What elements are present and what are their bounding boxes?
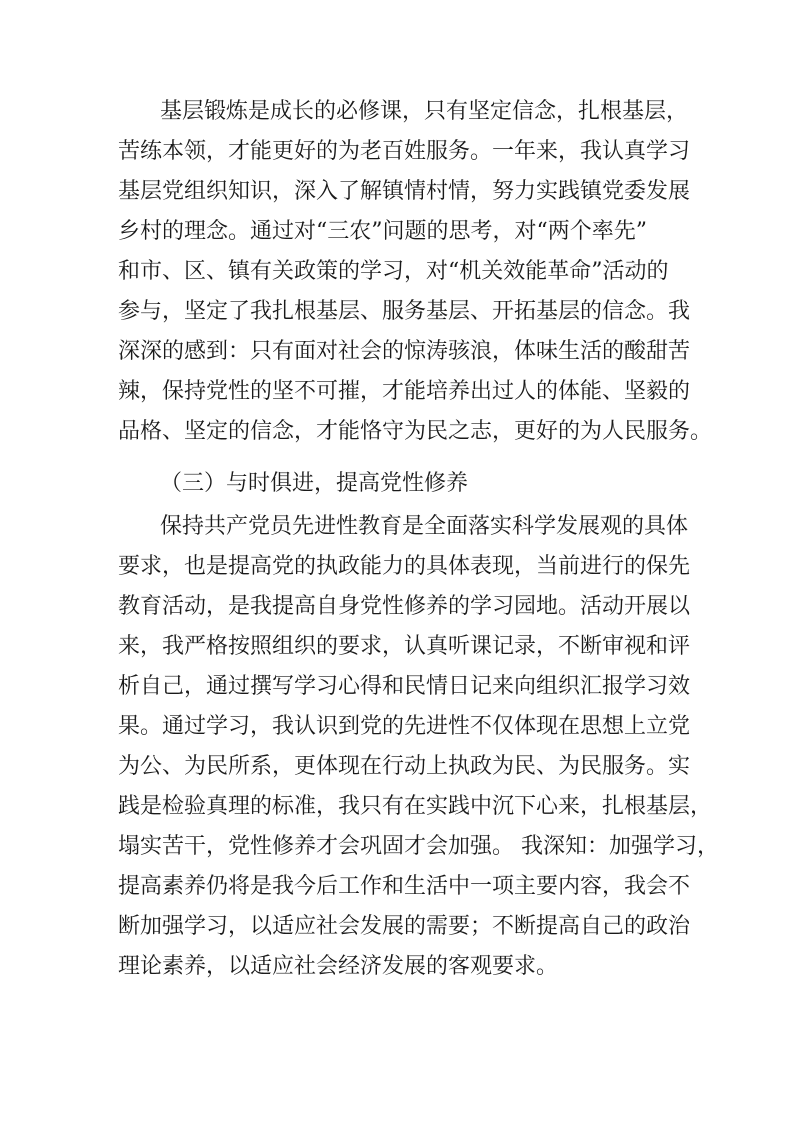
- paragraph-line: 断加强学习，以适应社会发展的需要；不断提高自己的政治: [118, 914, 691, 939]
- paragraph-line: 深深的感到：只有面对社会的惊涛骇浪，体味生活的酸甜苦: [118, 339, 691, 364]
- paragraph-line: 品格、坚定的信念，才能恪守为民之志，更好的为人民服务。: [118, 419, 713, 444]
- paragraph-line: 理论素养，以适应社会经济发展的客观要求。: [118, 954, 559, 979]
- paragraph-line: 践是检验真理的标准，我只有在实践中沉下心来，扎根基层，: [118, 794, 713, 819]
- paragraph-line: 保持共产党员先进性教育是全面落实科学发展观的具体: [160, 514, 689, 539]
- paragraph-line: 参与，坚定了我扎根基层、服务基层、开拓基层的信念。我: [118, 299, 691, 324]
- paragraph-line: 来，我严格按照组织的要求，认真听课记录，不断审视和评: [118, 634, 691, 659]
- paragraph-line: 和市、区、镇有关政策的学习，对“机关效能革命”活动的: [118, 259, 669, 284]
- paragraph-line: 为公、为民所系，更体现在行动上执政为民、为民服务。实: [118, 754, 691, 779]
- paragraph-line: 提高素养仍将是我今后工作和生活中一项主要内容，我会不: [118, 874, 691, 899]
- paragraph-line: 苦练本领，才能更好的为老百姓服务。一年来，我认真学习: [118, 139, 691, 164]
- section-heading-text: （三）与时俱进，提高党性修养: [160, 471, 469, 496]
- paragraph-line: 析自己，通过撰写学习心得和民情日记来向组织汇报学习效: [118, 674, 691, 699]
- paragraph-line: 要求，也是提高党的执政能力的具体表现，当前进行的保先: [118, 554, 691, 579]
- paragraph-line: 教育活动，是我提高自身党性修养的学习园地。活动开展以: [118, 594, 691, 619]
- paragraph-line: 辣，保持党性的坚不可摧，才能培养出过人的体能、坚毅的: [118, 379, 691, 404]
- paragraph-line: 乡村的理念。通过对“三农”问题的思考，对“两个率先”: [118, 219, 647, 244]
- paragraph-line: 果。通过学习，我认识到党的先进性不仅体现在思想上立党: [118, 714, 691, 739]
- paragraph-line: 基层党组织知识，深入了解镇情村情，努力实践镇党委发展: [118, 179, 691, 204]
- paragraph-line: 基层锻炼是成长的必修课，只有坚定信念，扎根基层，: [160, 99, 689, 124]
- paragraph-line: 塌实苦干，党性修养才会巩固才会加强。 我深知：加强学习，: [118, 834, 719, 859]
